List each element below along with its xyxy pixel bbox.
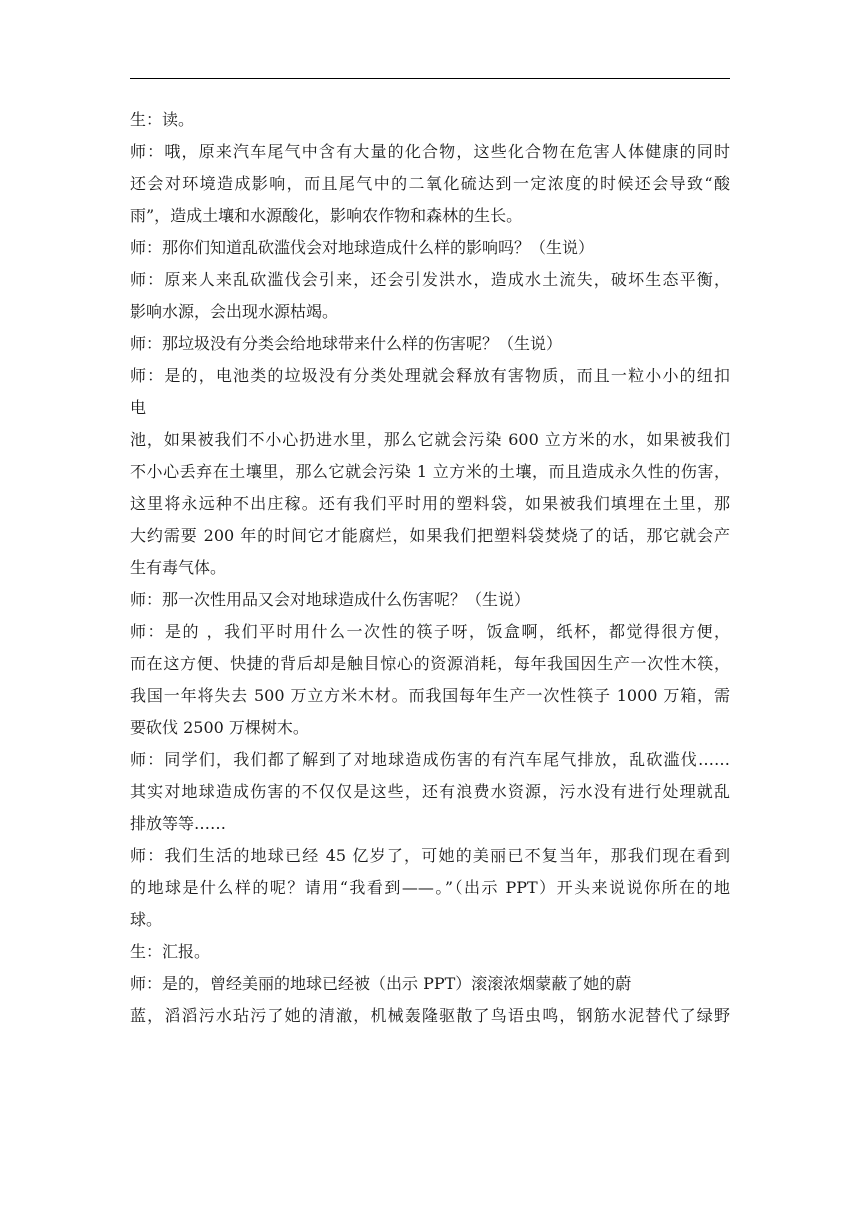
text-line: 生：读。: [130, 110, 195, 129]
text-line: 大约需要 200 年的时间它才能腐烂，如果我们把塑料袋焚烧了的话，那它就会产: [130, 526, 730, 545]
text-line: 师：那你们知道乱砍滥伐会对地球造成什么样的影响吗？（生说）: [130, 238, 595, 257]
header-rule: [130, 78, 730, 79]
document-body: [130, 104, 730, 1032]
text-line: 不小心丢弃在土壤里，那么它就会污染 1 立方米的土壤，而且造成永久性的伤害，: [130, 462, 730, 481]
text-line: 师：哦，原来汽车尾气中含有大量的化合物，这些化合物在危害人体健康的同时: [130, 142, 730, 161]
text-line: 其实对地球造成伤害的不仅仅是这些，还有浪费水资源，污水没有进行处理就乱: [130, 782, 730, 801]
text-line: 师：原来人来乱砍滥伐会引来，还会引发洪水，造成水土流失，破坏生态平衡，: [130, 270, 730, 289]
text-line: 师：是的，曾经美丽的地球已经被（出示 PPT）滚滚浓烟蒙蔽了她的蔚: [130, 974, 632, 993]
text-line: 球。: [130, 910, 163, 929]
text-line: 师：我们生活的地球已经 45 亿岁了，可她的美丽已不复当年，那我们现在看到: [130, 846, 730, 865]
text-line: 师：那垃圾没有分类会给地球带来什么样的伤害呢？（生说）: [130, 334, 563, 353]
text-line: 这里将永远种不出庄稼。还有我们平时用的塑料袋，如果被我们填埋在土里，那: [130, 494, 730, 513]
text-line: 池，如果被我们不小心扔进水里，那么它就会污染 600 立方米的水，如果被我们: [130, 430, 730, 449]
text-line: 生有毒气体。: [130, 558, 227, 577]
text-line: 要砍伐 2500 万棵树木。: [130, 718, 309, 737]
text-line: 师：是的 ，我们平时用什么一次性的筷子呀，饭盒啊，纸杯，都觉得很方便，: [130, 622, 730, 641]
text-line: 的地球是什么样的呢？请用“我看到——。”（出示 PPT）开头来说说你所在的地: [130, 878, 730, 897]
text-line: 雨”，造成土壤和水源酸化，影响农作物和森林的生长。: [130, 206, 523, 225]
text-line: 排放等等……: [130, 814, 227, 833]
text-line: 师：同学们，我们都了解到了对地球造成伤害的有汽车尾气排放，乱砍滥伐……: [130, 750, 730, 769]
text-line: 我国一年将失去 500 万立方米木材。而我国每年生产一次性筷子 1000 万箱，需: [130, 686, 730, 705]
text-line: 师：那一次性用品又会对地球造成什么伤害呢？（生说）: [130, 590, 531, 609]
text-line: 电: [130, 398, 147, 417]
text-line: 生：汇报。: [130, 942, 211, 961]
text-line: 而在这方便、快捷的背后却是触目惊心的资源消耗，每年我国因生产一次性木筷，: [130, 654, 730, 673]
text-line: 影响水源，会出现水源枯竭。: [130, 302, 339, 321]
text-line: 还会对环境造成影响，而且尾气中的二氧化硫达到一定浓度的时候还会导致“酸: [130, 174, 730, 193]
text-line: 蓝，滔滔污水玷污了她的清澈，机械轰隆驱散了鸟语虫鸣，钢筋水泥替代了绿野: [130, 1006, 730, 1025]
text-line: 师：是的，电池类的垃圾没有分类处理就会释放有害物质，而且一粒小小的纽扣: [130, 366, 730, 385]
